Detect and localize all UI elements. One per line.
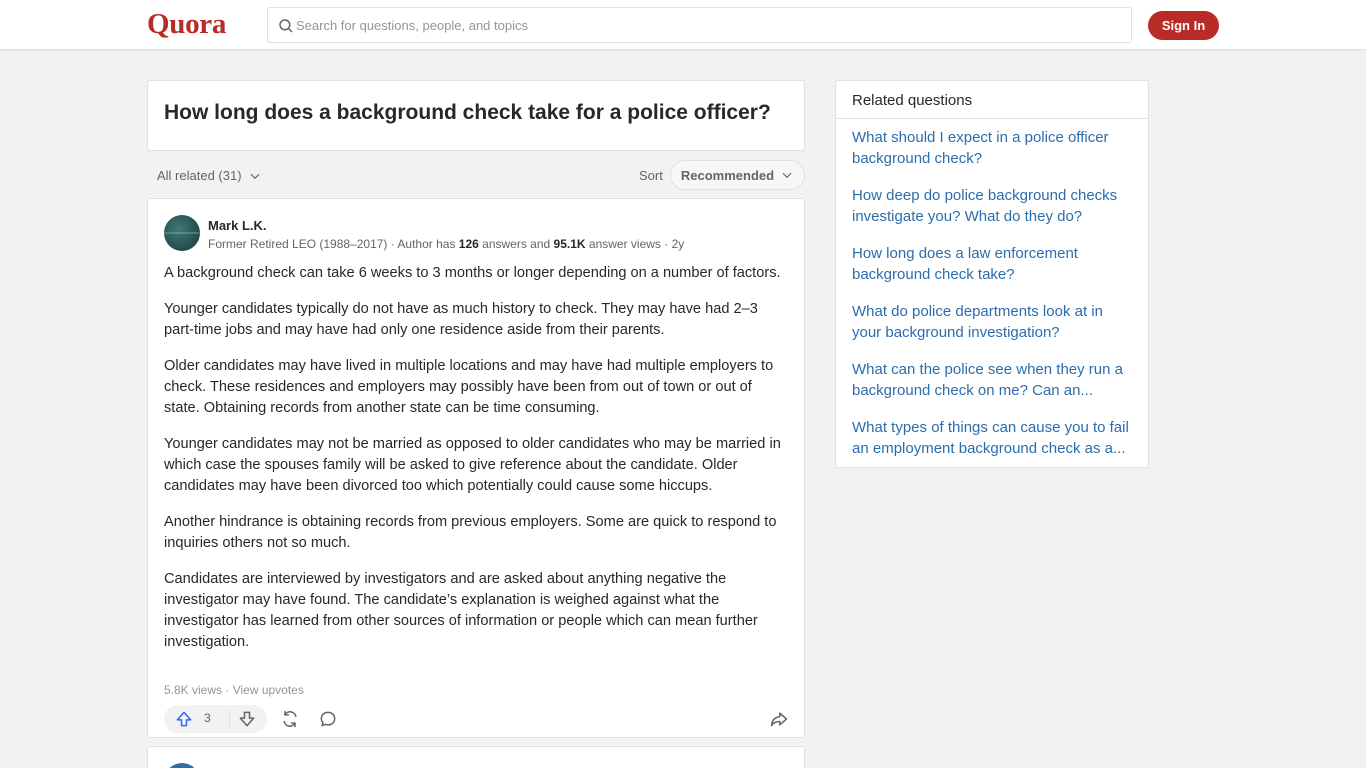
answer-body bbox=[164, 263, 789, 668]
answer-paragraph: Younger candidates typically do not have as much history to check. They may have had 2–3 part-time jobs and may have had only one residence aside from their parents. bbox=[164, 301, 758, 338]
answer-paragraph: Older candidates may have lived in multiple locations and may have had multiple employers to check. These residences and employers may possibly have been from out of town or out of state. Obtaining records from another state can be time consuming. bbox=[164, 358, 774, 416]
related-question-link[interactable]: How deep do police background checks investigate you? What do they do? bbox=[852, 187, 1118, 225]
avatar[interactable] bbox=[164, 215, 200, 251]
chevron-down-icon bbox=[248, 169, 262, 183]
answer-card bbox=[147, 198, 805, 738]
answers-count: 126 bbox=[458, 237, 479, 251]
search-icon bbox=[277, 17, 295, 35]
sort-label: Sort bbox=[639, 168, 663, 183]
author-credential bbox=[208, 237, 684, 251]
share-icon[interactable] bbox=[280, 709, 300, 729]
credential-text: answers and bbox=[478, 237, 554, 251]
answer-paragraph: Candidates are interviewed by investigators and are asked about anything negative the investigator may have found. The candidate’s explanation is weighed against what the investigator has learned from other sources of information or people which can mean further investigation. bbox=[164, 571, 758, 650]
next-answer-card bbox=[147, 746, 805, 768]
downvote-icon[interactable] bbox=[237, 709, 257, 729]
divider bbox=[229, 710, 230, 728]
top-header bbox=[0, 0, 1366, 50]
answer-paragraph: Another hindrance is obtaining records from previous employers. Some are quick to respond to inquiries others not so much. bbox=[164, 514, 777, 551]
upvote-count: 3 bbox=[204, 711, 211, 725]
related-question-link[interactable]: How long does a law enforcement background check take? bbox=[852, 245, 1078, 283]
credential-text: Former Retired LEO (1988–2017) · Author has bbox=[208, 237, 459, 251]
sort-value: Recommended bbox=[680, 167, 775, 183]
question-title: How long does a background check take for a police officer? bbox=[164, 101, 771, 124]
all-related-label: All related (31) bbox=[157, 168, 242, 183]
quora-logo[interactable]: Quora bbox=[147, 8, 227, 40]
question-card bbox=[147, 80, 805, 151]
chevron-down-icon bbox=[780, 168, 794, 182]
answer-paragraph: Younger candidates may not be married as opposed to older candidates who may be married in which case the spouses family will be asked to give reference about the candidate. Older candidates may have been divorced too which potentially could cause some hiccups. bbox=[164, 436, 781, 494]
sort-dropdown[interactable] bbox=[670, 160, 805, 190]
comment-icon[interactable] bbox=[318, 709, 338, 729]
all-related-filter[interactable] bbox=[157, 168, 262, 183]
related-question-link[interactable]: What can the police see when they run a background check on me? Can an... bbox=[852, 361, 1123, 399]
related-questions-panel bbox=[835, 80, 1149, 468]
answer-actions bbox=[164, 705, 790, 733]
related-question-link[interactable]: What do police departments look at in your background investigation? bbox=[852, 303, 1103, 341]
related-question-link[interactable]: What should I expect in a police officer background check? bbox=[852, 129, 1109, 167]
views-count: 95.1K bbox=[553, 237, 586, 251]
vote-pill bbox=[164, 705, 267, 733]
views-meta[interactable]: 5.8K views · View upvotes bbox=[164, 683, 304, 697]
avatar[interactable] bbox=[164, 763, 200, 768]
forward-icon[interactable] bbox=[769, 709, 789, 729]
answer-paragraph: A background check can take 6 weeks to 3 months or longer depending on a number of factors. bbox=[164, 265, 781, 281]
related-questions-list bbox=[836, 119, 1148, 459]
search-input[interactable] bbox=[296, 8, 1116, 42]
search-bar[interactable] bbox=[267, 7, 1132, 43]
upvote-icon[interactable] bbox=[174, 709, 194, 729]
related-questions-title: Related questions bbox=[836, 81, 1148, 119]
author-name[interactable]: Mark L.K. bbox=[208, 218, 267, 233]
sign-in-button[interactable]: Sign In bbox=[1148, 11, 1219, 40]
credential-text: answer views · 2y bbox=[585, 237, 685, 251]
related-question-link[interactable]: What types of things can cause you to fail an employment background check as a... bbox=[852, 419, 1129, 457]
